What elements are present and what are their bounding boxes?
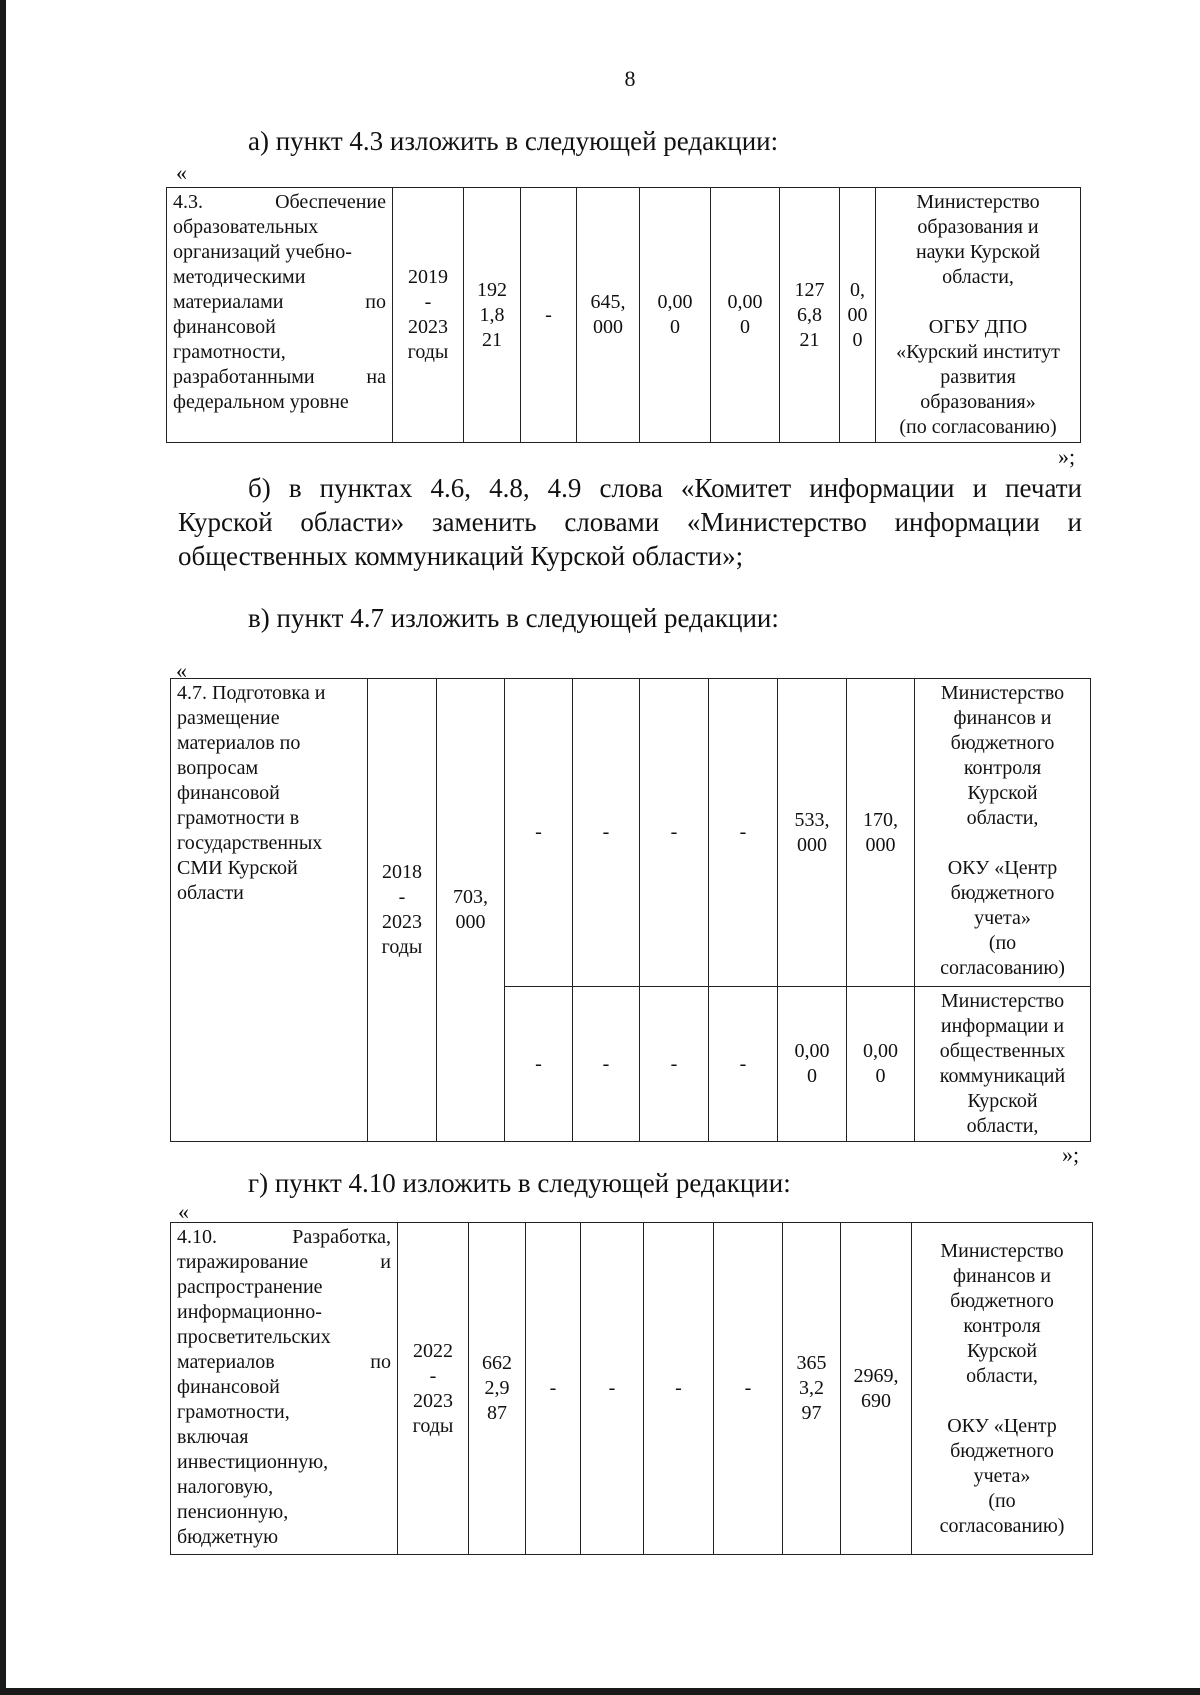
cell-line: контроля	[963, 757, 1042, 779]
cell-line: финансов и	[953, 707, 1052, 729]
cell-line: 0	[875, 1065, 886, 1087]
cell-line: методическими	[173, 266, 306, 288]
section-g-heading: г) пункт 4.10 изложить в следующей редакции:	[248, 1168, 791, 1198]
cell-line: (по	[988, 1489, 1016, 1512]
section-g-c4-cell: -	[714, 1223, 783, 1555]
cell-line: бюджетную	[177, 1526, 279, 1548]
scan-edge-bottom	[0, 1688, 1200, 1695]
cell-line: 4.7. Подготовка и	[177, 682, 326, 704]
section-a-c1-cell: -	[521, 188, 577, 443]
cell-line: разработанными на	[173, 366, 386, 388]
section-v-sub2-c2: -	[573, 987, 640, 1142]
section-a-table	[166, 187, 1081, 443]
cell-line: налоговую,	[177, 1476, 274, 1498]
cell-line	[880, 290, 1076, 315]
section-g-table	[170, 1222, 1093, 1555]
page-number: 8	[624, 66, 636, 91]
section-a-c3-cell	[640, 188, 711, 443]
section-a-c4-cell	[711, 188, 780, 443]
cell-line: 00	[847, 303, 868, 326]
section-v-close-quote: »;	[1062, 1142, 1080, 1167]
cell-line: согласованию)	[939, 1514, 1065, 1537]
cell-line: Министерство	[940, 990, 1065, 1012]
cell-line: области,	[966, 807, 1039, 829]
cell-line: 2023	[408, 316, 448, 338]
cell-line: 0	[670, 316, 680, 338]
section-v-sub2-org	[915, 987, 1091, 1142]
section-a-c5-cell	[780, 188, 840, 443]
cell-line: бюджетного	[950, 1439, 1054, 1462]
section-a-name-cell	[167, 188, 393, 443]
cell-line: распространение	[177, 1276, 323, 1298]
section-v-sub2-c3: -	[640, 987, 709, 1142]
cell-line: ОГБУ ДПО	[928, 316, 1028, 338]
section-g-name-cell	[171, 1223, 398, 1555]
cell-line: 1,8	[479, 303, 505, 326]
cell-line: материалов по	[177, 732, 301, 754]
cell-line: развития	[940, 366, 1016, 388]
cell-line: области	[177, 882, 244, 904]
section-v-sub1-c5	[778, 679, 847, 987]
cell-line: учета»	[973, 1464, 1031, 1487]
section-a-close-quote: »;	[1058, 444, 1076, 469]
section-a-heading: а) пункт 4.3 изложить в следующей редакции:	[248, 126, 779, 156]
section-g-c5-cell	[783, 1223, 841, 1555]
cell-line: 4.10. Разработка,	[177, 1226, 391, 1248]
section-v-name-cell	[171, 679, 368, 1142]
cell-line: включая	[177, 1426, 249, 1448]
cell-line: 2969,	[853, 1364, 899, 1387]
cell-line: -	[398, 886, 406, 908]
cell-line: согласованию)	[940, 957, 1065, 979]
cell-line: СМИ Курской	[177, 857, 298, 879]
cell-line: 662	[482, 1352, 512, 1374]
cell-line: инвестиционную,	[177, 1451, 329, 1473]
cell-line: (по согласованию)	[899, 416, 1057, 438]
cell-line: 000	[797, 833, 827, 856]
cell-line: 2023	[382, 911, 422, 933]
cell-line: организаций учебно-	[173, 241, 352, 263]
section-a-open-quote: «	[176, 160, 187, 185]
cell-line: 690	[861, 1389, 891, 1412]
section-a-row	[167, 188, 1081, 443]
section-v-heading: в) пункт 4.7 изложить в следующей редакции:	[248, 603, 779, 633]
cell-line: финансовой	[177, 782, 280, 804]
cell-line: Курской	[966, 1339, 1038, 1362]
cell-line: 127	[794, 278, 825, 301]
cell-line: 0,00	[863, 1040, 898, 1062]
section-v-sub1-c6	[847, 679, 915, 987]
cell-line: грамотности,	[173, 341, 286, 363]
section-a-total-cell	[464, 188, 521, 443]
cell-line: 21	[799, 328, 820, 351]
cell-line: образования»	[920, 391, 1036, 413]
cell-line: Курской	[967, 1090, 1038, 1112]
section-g-c3-cell: -	[644, 1223, 714, 1555]
cell-line: 170,	[863, 808, 898, 831]
cell-line: области,	[942, 266, 1014, 288]
cell-line: информации и	[940, 1015, 1065, 1037]
cell-line: материалами по	[173, 291, 386, 313]
section-g-c1-cell: -	[526, 1223, 581, 1555]
cell-line: 97	[801, 1402, 822, 1424]
cell-line: (по	[988, 932, 1017, 954]
section-g-total-cell	[469, 1223, 526, 1555]
cell-line: науки Курской	[915, 241, 1041, 263]
cell-line: бюджетного	[950, 1289, 1054, 1312]
cell-line: 3,2	[799, 1377, 824, 1399]
cell-line: Курской	[967, 782, 1038, 804]
cell-line: Министерство	[916, 191, 1040, 213]
cell-line: контроля	[963, 1314, 1041, 1337]
cell-line: 2018	[382, 861, 422, 883]
cell-line: Министерство	[940, 1239, 1064, 1262]
section-v-sub2-c4: -	[709, 987, 778, 1142]
cell-line	[919, 831, 1086, 856]
section-g-period-cell	[398, 1223, 469, 1555]
cell-line: материалов по	[177, 1351, 391, 1373]
section-v-table	[170, 678, 1091, 1142]
cell-line: образовательных	[173, 216, 319, 238]
section-a-period-cell	[393, 188, 464, 443]
cell-line: Министерство	[940, 682, 1065, 704]
cell-line: тиражирование и	[177, 1251, 391, 1273]
cell-line: 000	[593, 316, 623, 338]
section-b-line-2: Курской области» заменить словами «Министерство информации и	[178, 507, 1082, 537]
section-v-sub1-c3: -	[640, 679, 709, 987]
cell-line: пенсионную,	[177, 1501, 289, 1523]
section-g-org-cell	[912, 1223, 1093, 1555]
cell-line: финансовой	[177, 1376, 280, 1398]
section-a-c6-cell	[840, 188, 876, 443]
cell-line: 000	[455, 911, 486, 933]
cell-line: коммуникаций	[939, 1065, 1066, 1087]
cell-line: 0,00	[727, 291, 763, 313]
cell-line: -	[424, 291, 432, 313]
cell-line: 21	[482, 328, 502, 351]
cell-line: 0,00	[657, 291, 693, 313]
cell-line: финансов и	[953, 1264, 1051, 1287]
cell-line: вопросам	[177, 757, 259, 779]
cell-line: 533,	[794, 808, 830, 831]
cell-line: области,	[966, 1115, 1039, 1137]
cell-line: «Курский институт	[896, 341, 1060, 363]
cell-line: 4.3. Обеспечение	[173, 191, 386, 213]
section-v-total-cell	[437, 679, 505, 1142]
cell-line: 0,00	[794, 1040, 830, 1062]
section-b-line-1: б) в пунктах 4.6, 4.8, 4.9 слова «Комитет информации и печати	[248, 473, 1082, 503]
cell-line: 703,	[453, 886, 488, 908]
cell-line: финансовой	[173, 316, 276, 338]
cell-line: учета»	[974, 907, 1031, 929]
cell-line: годы	[412, 1414, 454, 1437]
cell-line: просветительских	[177, 1326, 331, 1348]
cell-line: 0	[807, 1065, 817, 1087]
section-g-row	[171, 1223, 1093, 1555]
section-v-sub1-c2: -	[573, 679, 640, 987]
cell-line: 0,	[850, 278, 865, 301]
section-v-sub1-c1: -	[505, 679, 573, 987]
section-b-paragraph	[178, 471, 1082, 573]
cell-line: 645,	[590, 291, 626, 313]
cell-line: 6,8	[797, 303, 822, 326]
section-g-c2-cell: -	[581, 1223, 644, 1555]
section-v-open-quote: «	[176, 658, 187, 683]
cell-line: 192	[477, 278, 507, 301]
cell-line: бюджетного	[950, 882, 1055, 904]
cell-line: -	[429, 1364, 437, 1387]
cell-line: грамотности в	[177, 807, 300, 829]
cell-line: 0	[740, 316, 750, 338]
section-v-sub1-c4: -	[709, 679, 778, 987]
cell-line: 87	[487, 1402, 507, 1424]
cell-line: государственных	[177, 832, 323, 854]
cell-line: 2023	[413, 1389, 453, 1412]
cell-line: годы	[381, 936, 423, 958]
cell-line: бюджетного	[950, 732, 1055, 754]
section-a-org-cell	[876, 188, 1081, 443]
cell-line: ОКУ «Центр	[947, 857, 1058, 879]
section-v-period-cell	[368, 679, 437, 1142]
cell-line: грамотности,	[177, 1401, 290, 1423]
cell-line: ОКУ «Центр	[947, 1414, 1057, 1437]
scan-edge-left	[0, 0, 6, 1695]
section-b-line-3: общественных коммуникаций Курской области»;	[178, 541, 744, 571]
cell-line: 000	[865, 833, 896, 856]
section-g-open-quote: «	[178, 1199, 189, 1224]
cell-line	[916, 1389, 1088, 1414]
section-a-c2-cell	[577, 188, 640, 443]
cell-line: 365	[796, 1352, 827, 1374]
section-g-c6-cell	[841, 1223, 912, 1555]
section-v-sub2-c1: -	[505, 987, 573, 1142]
cell-line: области,	[966, 1364, 1038, 1387]
cell-line: годы	[407, 341, 449, 363]
cell-line: 2,9	[484, 1377, 510, 1399]
cell-line: общественных	[939, 1040, 1066, 1062]
cell-line: образования и	[917, 216, 1039, 238]
cell-line: 2022	[413, 1339, 453, 1362]
section-v-sub2-c5	[778, 987, 847, 1142]
section-v-row-1	[171, 679, 1091, 987]
section-v-sub1-org	[915, 679, 1091, 987]
cell-line: 2019	[408, 266, 448, 288]
section-v-sub2-c6	[847, 987, 915, 1142]
cell-line: размещение	[177, 707, 280, 729]
cell-line: 0	[852, 328, 863, 351]
cell-line: федеральном уровне	[173, 391, 349, 413]
cell-line: информационно-	[177, 1301, 322, 1323]
